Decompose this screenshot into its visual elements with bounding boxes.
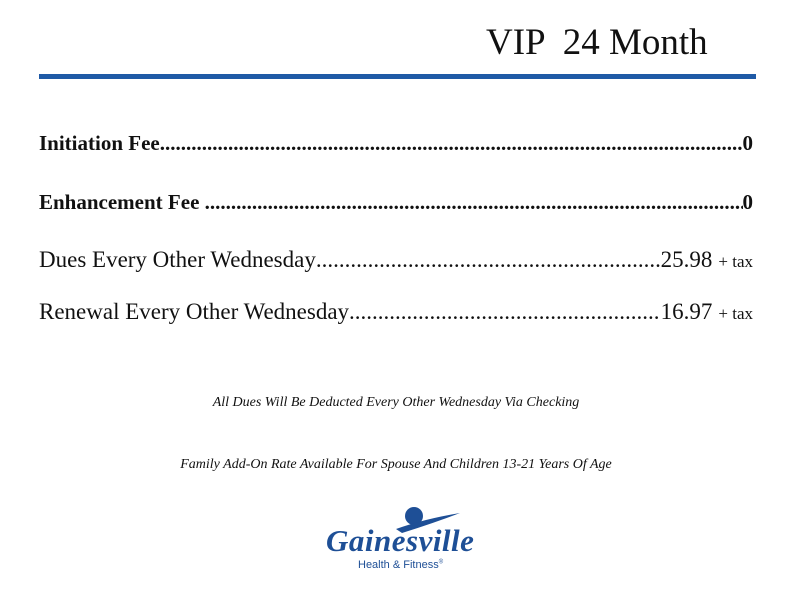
renewal-row [39, 299, 753, 325]
dot-leader [205, 190, 743, 215]
fee-label: Initiation Fee [39, 131, 160, 155]
fee-label: Renewal Every Other Wednesday [39, 299, 350, 324]
fee-value: 16.97 [660, 299, 713, 324]
fee-value: 25.98 [660, 247, 713, 272]
fee-label: Dues Every Other Wednesday [39, 247, 316, 272]
logo-wordmark: Gainesville [326, 523, 475, 558]
family-note: Family Add-On Rate Available For Spouse And Children 13-21 Years Of Age [180, 457, 612, 472]
enhancement-fee-row [39, 190, 753, 215]
tax-suffix: + tax [718, 304, 753, 323]
tax-suffix: + tax [718, 252, 753, 271]
dot-leader [349, 299, 661, 325]
fee-label: Enhancement Fee [39, 190, 205, 214]
gainesville-logo [326, 505, 498, 575]
dot-leader [160, 131, 743, 156]
fee-value: 0 [742, 131, 753, 155]
header-divider [39, 74, 756, 79]
deduction-note: All Dues Will Be Deducted Every Other Wednesday Via Checking [212, 395, 580, 410]
logo-tagline-text: Health & Fitness [358, 559, 439, 571]
page-title: VIP 24 Month [486, 22, 708, 63]
logo-tagline [358, 559, 443, 571]
initiation-fee-row [39, 131, 753, 156]
dues-row [39, 247, 753, 273]
registered-mark: ® [438, 559, 444, 566]
fee-value: 0 [742, 190, 753, 214]
dot-leader [316, 247, 661, 273]
